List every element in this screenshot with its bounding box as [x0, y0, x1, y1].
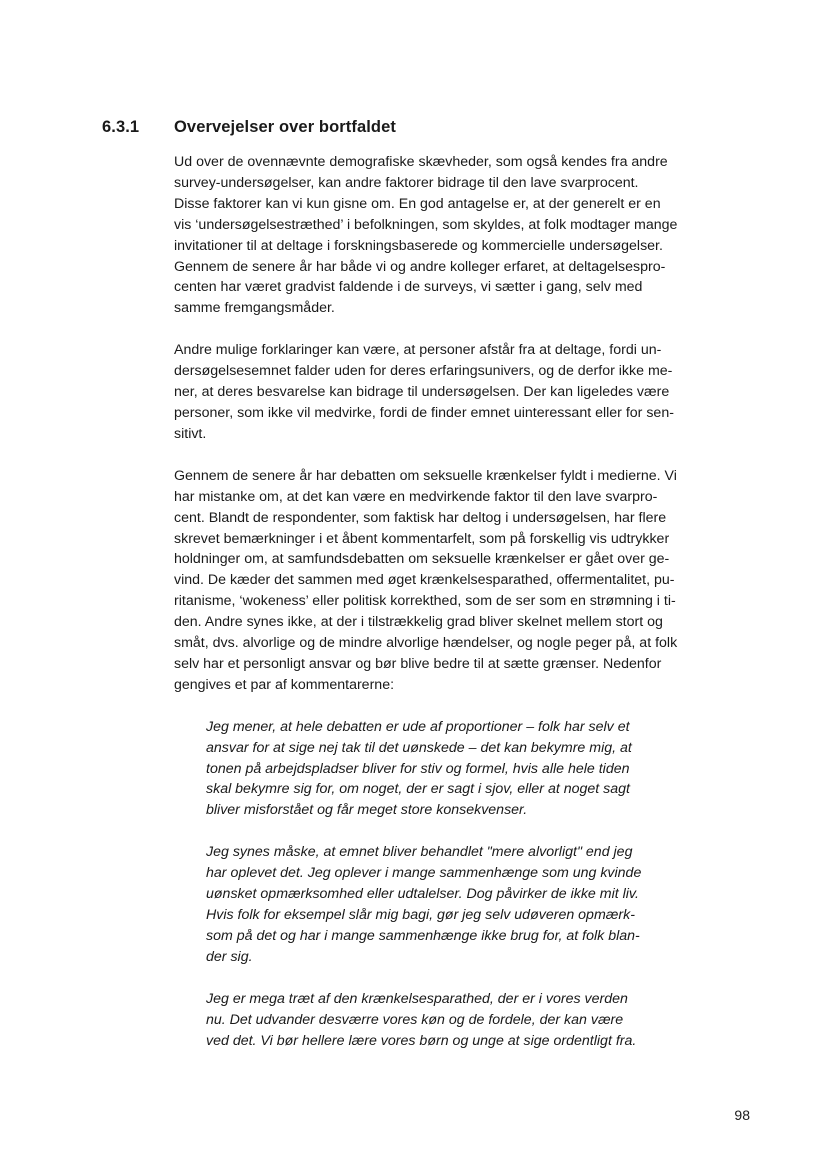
section-heading [102, 116, 722, 138]
quote-line: Jeg synes måske, at emnet bliver behandlet "mere alvorligt" end jeg [206, 844, 633, 861]
text-line: Ud over de ovennævnte demografiske skævheder, som også kendes fra andre [174, 154, 668, 170]
section-title: Overvejelser over bortfaldet [174, 118, 396, 136]
text-line: centen har været gradvist faldende i de surveys, vi sætter i gang, selv med [174, 279, 643, 296]
quote-line: Jeg mener, at hele debatten er ude af proportioner – folk har selv et [206, 718, 630, 735]
text-line: Gennem de senere år har både vi og andre kolleger erfaret, at deltagelsespro- [174, 258, 666, 275]
text-line: ritanisme, ‘wokeness’ eller politisk korrekthed, som de ser som en strømning i ti- [174, 593, 676, 610]
quoted-comments [174, 696, 706, 1052]
text-line: dersøgelsesemnet falder uden for deres erfaringsunivers, og de derfor ikke me- [174, 363, 673, 380]
quote-line: ansvar for at sige nej tak til det uønskede – det kan bekymre mig, at [206, 739, 632, 756]
paragraph-3 [174, 466, 706, 696]
text-line: Disse faktorer kan vi kun gisne om. En god antagelse er, at der generelt er en [174, 195, 661, 212]
quote-line: Jeg er mega træt af den krænkelsesparathed, der er i vores verden [206, 990, 628, 1007]
text-line: gengives et par af kommentarerne: [174, 676, 395, 693]
paragraph-2 [174, 340, 706, 445]
text-line: den. Andre synes ikke, at der i tilstrækkelig grad bliver skelnet mellem stort og [174, 614, 663, 631]
text-line: småt, dvs. alvorlige og de mindre alvorlige hændelser, og nogle peger på, at folk [174, 635, 678, 652]
page-number: 98 [734, 1107, 750, 1123]
text-line: skrevet bemærkninger i et åbent kommentarfelt, som på forskellig vis udtrykker [174, 530, 670, 547]
text-line: samme fremgangsmåder. [174, 300, 335, 317]
quote-line: der sig. [206, 948, 253, 965]
text-line: personer, som ikke vil medvirke, fordi de finder emnet uinteressant eller for sen- [174, 404, 674, 421]
section-number: 6.3.1 [102, 118, 140, 136]
quote-1 [206, 717, 706, 822]
quote-line: skal bekymre sig for, om noget, der er sagt i sjov, eller at noget sagt [206, 781, 630, 798]
text-line: sitivt. [174, 425, 207, 442]
text-line: survey-undersøgelser, kan andre faktorer bidrage til den lave svarprocent. [174, 174, 639, 191]
quote-line: tonen på arbejdspladser bliver for stiv og formel, hvis alle hele tiden [206, 760, 630, 777]
quote-line: ved det. Vi bør hellere lære vores børn og unge at sige ordentligt fra. [206, 1032, 637, 1049]
text-line: ner, at deres besvarelse kan bidrage til undersøgelsen. Der kan ligeledes være [174, 384, 670, 401]
text-line: Andre mulige forklaringer kan være, at personer afstår fra at deltage, fordi un- [174, 342, 662, 359]
quote-line: Hvis folk for eksempel slår mig bagi, gør jeg selv udøveren opmærk- [206, 907, 635, 923]
text-line: cent. Blandt de respondenter, som faktisk har deltog i undersøgelsen, har flere [174, 509, 667, 526]
quote-line: som på det og har i mange sammenhænge ikke brug for, at folk blan- [206, 927, 640, 944]
text-line: invitationer til at deltage i forskningsbaserede og kommercielle undersøgelser. [174, 237, 663, 254]
quote-line: uønsket opmærksomhed eller udtalelser. Dog påvirker de ikke mit liv. [206, 886, 639, 903]
quote-3 [206, 989, 706, 1052]
quote-line: har oplevet det. Jeg oplever i mange sammenhænge som ung kvinde [206, 865, 642, 882]
text-line: vis ‘undersøgelsestræthed’ i befolkningen, som skyldes, at folk modtager mange [174, 216, 678, 233]
quote-2 [206, 842, 706, 967]
quote-line: nu. Det udvander desværre vores køn og de fordele, der kan være [206, 1011, 624, 1028]
text-line: holdninger om, at samfundsdebatten om seksuelle krænkelser er gået over ge- [174, 551, 670, 568]
quote-line: bliver misforstået og får meget store konsekvenser. [206, 802, 528, 819]
body-text [174, 152, 706, 1072]
text-line: Gennem de senere år har debatten om seksuelle krænkelser fyldt i medierne. Vi [174, 467, 677, 484]
text-line: har mistanke om, at det kan være en medvirkende faktor til den lave svarpro- [174, 488, 658, 505]
text-line: vind. De kæder det sammen med øget krænkelsesparathed, offermentalitet, pu- [174, 572, 675, 589]
paragraph-1 [174, 152, 706, 319]
text-line: selv har et personligt ansvar og bør blive bedre til at sætte grænser. Nedenfor [174, 655, 662, 672]
